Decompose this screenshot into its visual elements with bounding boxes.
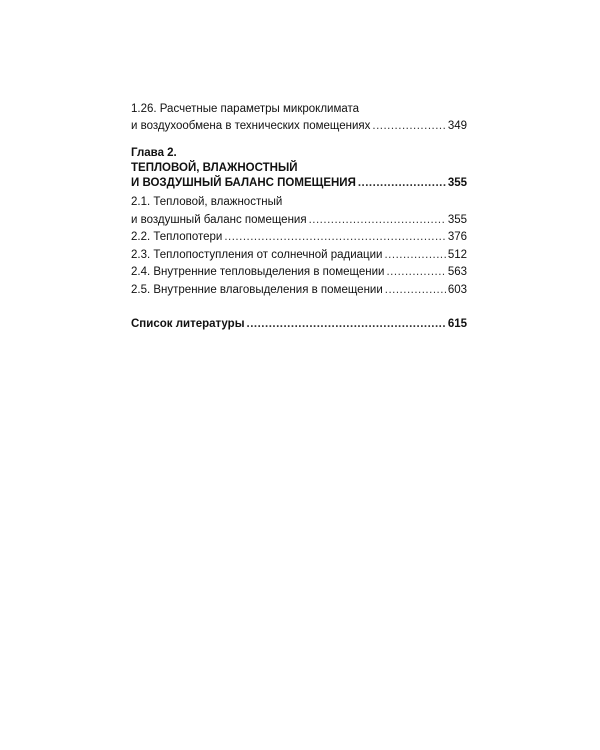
- toc-entry-title-line1: 2.1. Тепловой, влажностный: [131, 196, 283, 208]
- toc-entry-row: [131, 282, 467, 300]
- toc-entry-bibliography[interactable]: [131, 316, 467, 333]
- toc-entry-2-5[interactable]: [131, 282, 467, 300]
- toc-entry-2-3[interactable]: [131, 247, 467, 265]
- toc-page-number: 512: [447, 248, 467, 261]
- toc-entry-title-line2: и воздухообмена в технических помещениях: [131, 120, 371, 132]
- chapter-title-row: [131, 176, 467, 191]
- chapter-page-number: 355: [447, 177, 467, 189]
- dot-leader: [384, 247, 445, 265]
- dot-leader: [386, 264, 445, 282]
- toc-entry-title: 2.4. Внутренние тепловыделения в помещении: [131, 266, 385, 278]
- toc-entry-row: [131, 264, 467, 282]
- toc-entry-title-line2: и воздушный баланс помещения: [131, 213, 307, 226]
- toc-entry-2-4[interactable]: [131, 264, 467, 282]
- bibliography-page-number: 615: [447, 318, 467, 330]
- chapter-title-line1: ТЕПЛОВОЙ, ВЛАЖНОСТНЫЙ: [131, 162, 298, 174]
- dot-leader: [247, 316, 446, 333]
- bibliography-title: Список литературы: [131, 318, 245, 330]
- toc-entry-row: [131, 247, 467, 265]
- dot-leader: [224, 229, 445, 247]
- toc-entry-row: [131, 212, 467, 230]
- toc-entry-1-26[interactable]: [131, 101, 467, 135]
- dot-leader: [385, 282, 446, 300]
- toc-page-number: 563: [447, 266, 467, 278]
- toc-page-number: 349: [447, 120, 467, 132]
- toc-entry-row: [131, 316, 467, 333]
- toc-entry-2-2[interactable]: [131, 229, 467, 247]
- chapter-label: Глава 2.: [131, 147, 177, 159]
- toc-page-number: 355: [447, 213, 467, 226]
- toc-entry-title: 2.5. Внутренние влаговыделения в помещении: [131, 283, 383, 296]
- toc-entry-title: 2.3. Теплопоступления от солнечной радиации: [131, 248, 383, 261]
- toc-entry-title: 2.2. Теплопотери: [131, 231, 223, 243]
- toc-page-number: 376: [447, 231, 467, 243]
- toc-chapter-2[interactable]: [131, 146, 467, 191]
- toc-entry-row: [131, 118, 467, 135]
- table-of-contents: [131, 101, 467, 333]
- toc-page-number: 603: [447, 283, 467, 296]
- chapter-title-line2: И ВОЗДУШНЫЙ БАЛАНС ПОМЕЩЕНИЯ: [131, 177, 356, 189]
- toc-entry-2-1[interactable]: [131, 194, 467, 229]
- dot-leader: [372, 118, 445, 135]
- dot-leader: [358, 176, 446, 191]
- toc-entry-row: [131, 229, 467, 247]
- chapter-2-sections: [131, 194, 467, 299]
- dot-leader: [309, 212, 446, 230]
- toc-entry-title-line1: 1.26. Расчетные параметры микроклимата: [131, 103, 360, 115]
